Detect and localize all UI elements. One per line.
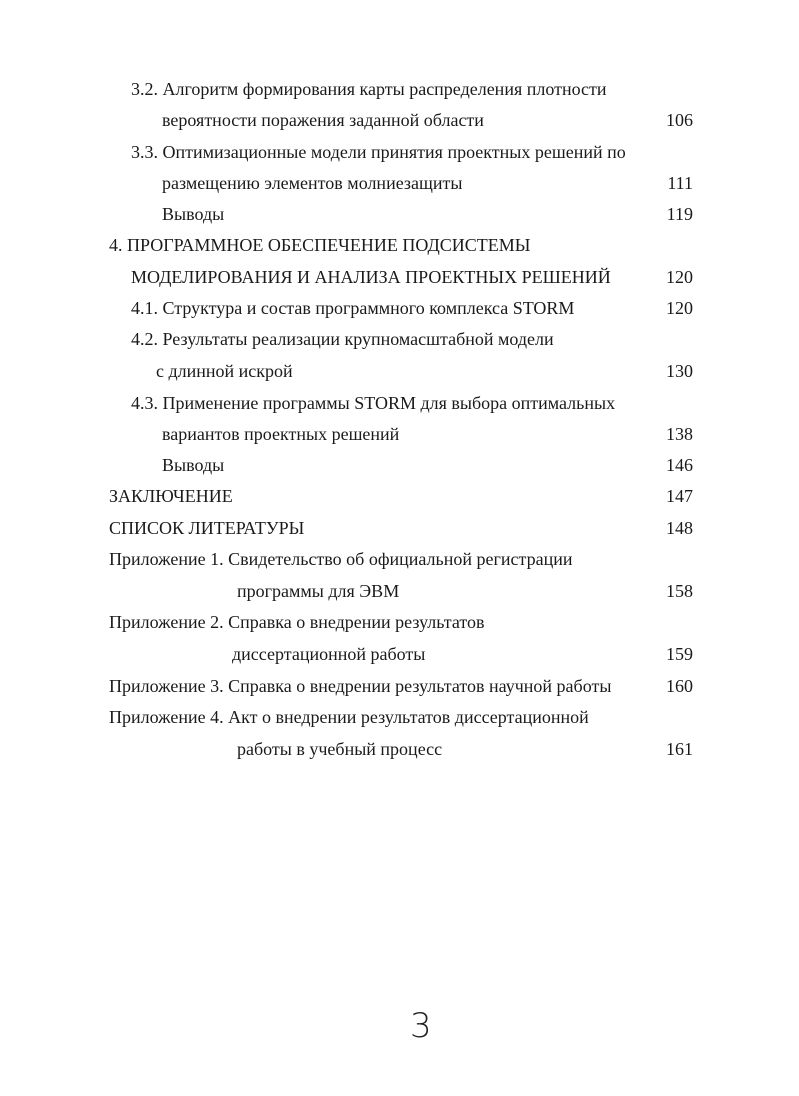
- toc-page-number: 160: [666, 676, 693, 696]
- toc-page-number: 120: [666, 267, 693, 287]
- toc-page-number: 161: [666, 739, 693, 759]
- toc-entry-3-3-cont: размещению элементов молниезащиты: [162, 173, 463, 193]
- toc-entry-4-2-cont: с длинной искрой: [156, 361, 293, 381]
- toc-page-number: 120: [666, 298, 693, 318]
- toc-entry-conclusions-4: Выводы: [162, 455, 225, 475]
- toc-entry-chapter-4: 4. ПРОГРАММНОЕ ОБЕСПЕЧЕНИЕ ПОДСИСТЕМЫ: [109, 235, 531, 255]
- toc-entry-4-3: 4.3. Применение программы STORM для выбора оптимальных: [131, 393, 616, 413]
- toc-entry-4-2: 4.2. Результаты реализации крупномасштабной модели: [131, 329, 554, 349]
- toc-entry-chapter-4-cont: МОДЕЛИРОВАНИЯ И АНАЛИЗА ПРОЕКТНЫХ РЕШЕНИЙ: [131, 267, 611, 287]
- toc-page-number: 147: [666, 486, 693, 506]
- toc-entry-4-1: 4.1. Структура и состав программного комплекса STORM: [131, 298, 575, 318]
- toc-page-number: 158: [666, 581, 693, 601]
- toc-entry-3-3: 3.3. Оптимизационные модели принятия проектных решений по: [131, 142, 626, 162]
- toc-page-number: 111: [667, 173, 693, 193]
- toc-entry-4-3-cont: вариантов проектных решений: [162, 424, 400, 444]
- toc-entry-conclusions-3: Выводы: [162, 204, 225, 224]
- toc-page-number: 146: [666, 455, 693, 475]
- toc-entry-appendix-1: Приложение 1. Свидетельство об официальной регистрации: [109, 549, 573, 569]
- toc-entry-3-2-cont: вероятности поражения заданной области: [162, 110, 484, 130]
- toc-entry-appendix-3: Приложение 3. Справка о внедрении результатов научной работы: [109, 676, 612, 696]
- toc-entry-appendix-2: Приложение 2. Справка о внедрении результатов: [109, 612, 485, 632]
- toc-page-number: 148: [666, 518, 693, 538]
- toc-entry-references: СПИСОК ЛИТЕРАТУРЫ: [109, 518, 305, 538]
- toc-page-number: 130: [666, 361, 693, 381]
- toc-page-number: 106: [666, 110, 693, 130]
- toc-entry-appendix-4-cont: работы в учебный процесс: [237, 739, 443, 759]
- toc-page-number: 119: [666, 204, 693, 224]
- toc-entry-appendix-1-cont: программы для ЭВМ: [237, 581, 400, 601]
- toc-entry-appendix-2-cont: диссертационной работы: [232, 644, 426, 664]
- toc-entry-3-2: 3.2. Алгоритм формирования карты распределения плотности: [131, 79, 607, 99]
- toc-page-number: 138: [666, 424, 693, 444]
- toc-entry-conclusion: ЗАКЛЮЧЕНИЕ: [109, 486, 233, 506]
- toc-page-number: 159: [666, 644, 693, 664]
- toc-entry-appendix-4: Приложение 4. Акт о внедрении результатов диссертационной: [109, 707, 589, 727]
- page-number: 3: [410, 1006, 432, 1046]
